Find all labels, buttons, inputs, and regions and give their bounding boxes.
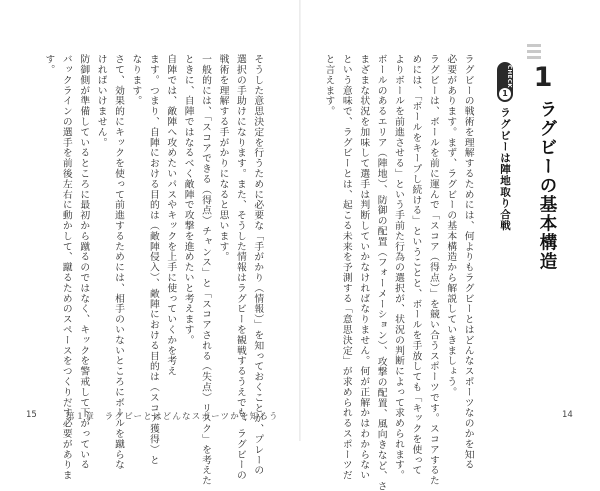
body-line: 自陣では、敵陣へ攻めたいパスやキックを上手に使っていくかを考え bbox=[165, 54, 177, 377]
body-line: 必要があります。まず、ラグビーの基本構造から解説していきましょう。 bbox=[445, 54, 457, 398]
check-label: CHECK bbox=[506, 65, 512, 89]
subsection-title: ラグビーは陣地取り合戦 bbox=[499, 107, 511, 232]
body-line: 防御側が準備しているところに最初から蹴るのではなく、キックを警戒して下がっている bbox=[78, 54, 90, 470]
left-page-number: 15 bbox=[26, 410, 37, 420]
body-line: 選択の手助けになります。また、そうした情報はラグビーを観戦するうえでも、ラグビーの bbox=[234, 54, 246, 481]
body-line: ときに、自陣ではなるべく敵陣で攻撃を進めたいと考えます。 bbox=[182, 54, 194, 346]
body-line: 一般的には、「スコアできる（得点）チャンス」と「スコアされる（失点）リスク」を考えた bbox=[200, 54, 212, 486]
body-line: バックラインの選手を前後左右に動かして、蹴るためのスペースをつくりだす必要がありま bbox=[60, 54, 72, 481]
right-page-body bbox=[320, 54, 477, 491]
body-line: ラグビーは、ボールを前に運んで「スコア（得点）」を競い合うスポーツです。スコアするた bbox=[427, 54, 439, 486]
check-number: 1 bbox=[499, 88, 511, 100]
body-line: ます。つまり、自陣における目的は（敵陣侵入）、敵陣における目的は（スコア獲得）と bbox=[147, 54, 159, 466]
right-page-number: 14 bbox=[562, 410, 573, 420]
body-line: さて、効果的にキックを使って前進するためには、相手のいないところにボールを蹴らな bbox=[113, 54, 125, 470]
body-line: と言えます。 bbox=[323, 54, 335, 117]
check-badge bbox=[497, 62, 513, 102]
body-line: 戦術を理解する手がかりになると思います。 bbox=[217, 54, 229, 262]
page-gutter bbox=[299, 0, 301, 441]
body-line: めには、「ボールをキープし続ける」ということと、ボールを手放しても「キックを使って bbox=[410, 54, 422, 476]
body-line: まざまな状況を加味して選手は判断していかなければなりません。何が正解かはわからない bbox=[358, 54, 370, 481]
body-line: よりボールを前進させる」という手前た行為の選択が、状況の判断によって求められます。 bbox=[393, 54, 405, 481]
section-number: 1 bbox=[533, 62, 553, 93]
body-line: という意味で、ラグビーとは、起こる未来を予測する「意思決定」が求められるスポーツだ bbox=[340, 54, 352, 481]
body-line: す。 bbox=[43, 54, 55, 75]
body-line: ければいけません。 bbox=[95, 54, 107, 148]
body-line: ボールのあるエリア（陣地）、防御の配置（フォーメーション）、攻撃の配置、風向きなど、さ bbox=[375, 54, 387, 491]
running-header: 第１章 ラグビーとはどんなスポーツかを知ろう bbox=[66, 412, 279, 422]
body-line: ラグビーの戦術を理解するためには、何よりもラグビーとはどんなスポーツなのかを知る bbox=[462, 54, 474, 470]
section-title: ラグビーの基本構造 bbox=[537, 100, 557, 271]
body-line: なります。 bbox=[130, 54, 142, 106]
body-line: そうした意思決定を行うために必要な「手がかり（情報）」を知っておくことが、プレーの bbox=[252, 54, 264, 476]
